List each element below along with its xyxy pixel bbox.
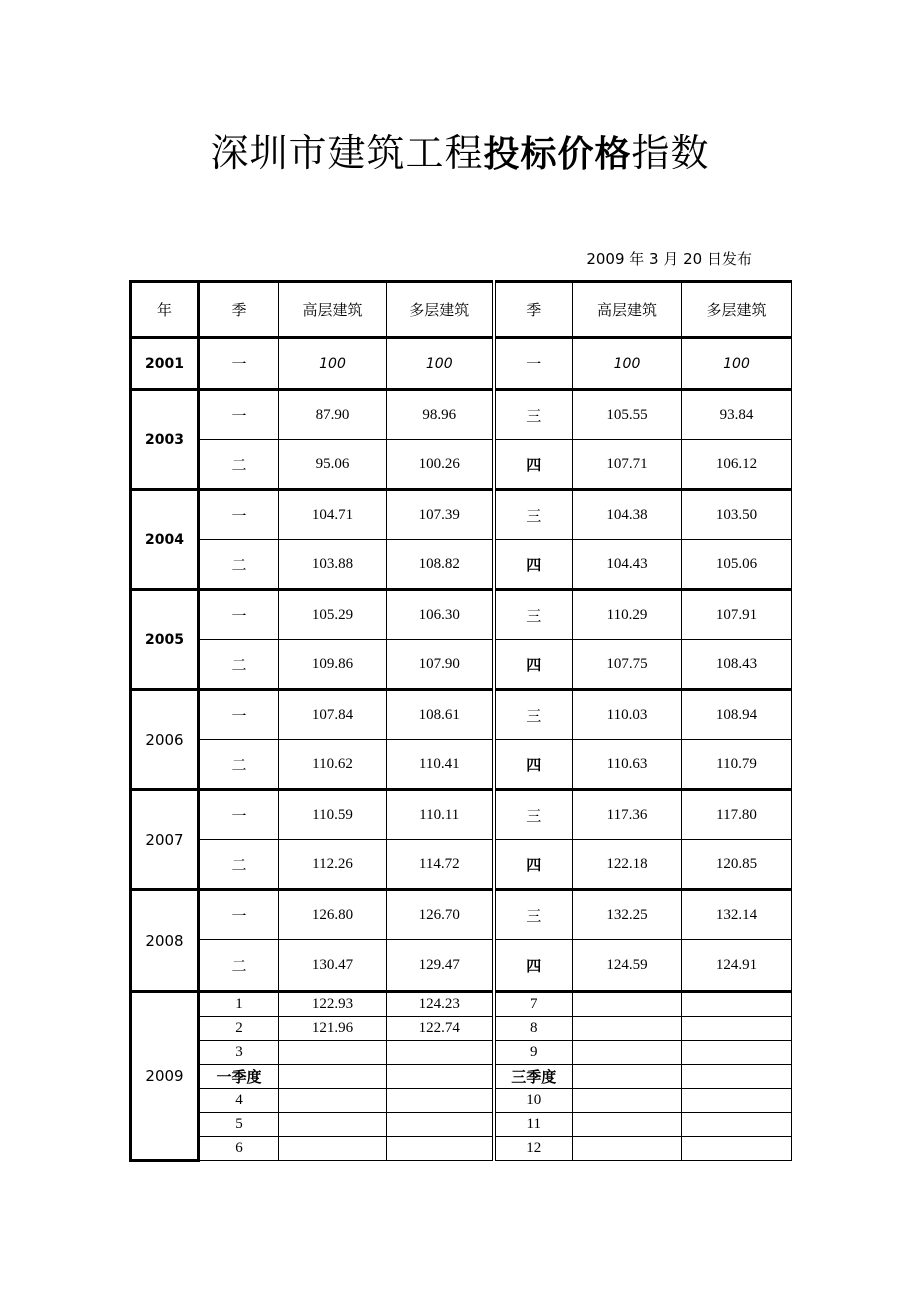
multi-story-value-2: 108.43 xyxy=(682,640,792,690)
header-multi-story: 多层建筑 xyxy=(387,282,494,338)
season-cell: 一 xyxy=(199,790,279,840)
season-cell: 二 xyxy=(199,840,279,890)
header-season: 季 xyxy=(199,282,279,338)
season-cell-2: 四 xyxy=(494,540,573,590)
multi-story-value-2: 106.12 xyxy=(682,440,792,490)
multi-story-value xyxy=(387,1089,494,1113)
year-cell: 2009 xyxy=(131,992,199,1161)
high-rise-value-2: 105.55 xyxy=(573,390,682,440)
table-row xyxy=(131,440,792,490)
high-rise-value-2: 117.36 xyxy=(573,790,682,840)
high-rise-value-2: 122.18 xyxy=(573,840,682,890)
multi-story-value-2: 93.84 xyxy=(682,390,792,440)
high-rise-value: 112.26 xyxy=(279,840,387,890)
high-rise-value-2 xyxy=(573,1017,682,1041)
high-rise-value-2: 107.75 xyxy=(573,640,682,690)
high-rise-value: 103.88 xyxy=(279,540,387,590)
season-cell-2: 三 xyxy=(494,690,573,740)
season-cell: 二 xyxy=(199,740,279,790)
high-rise-value: 95.06 xyxy=(279,440,387,490)
year-cell: 2001 xyxy=(131,338,199,390)
table-row xyxy=(131,790,792,840)
multi-story-value-2 xyxy=(682,1137,792,1161)
multi-story-value: 107.39 xyxy=(387,490,494,540)
high-rise-value: 87.90 xyxy=(279,390,387,440)
publish-date: 2009 年 3 月 20 日发布 xyxy=(586,250,752,268)
table-row xyxy=(131,590,792,640)
multi-story-value xyxy=(387,1113,494,1137)
multi-story-value-2: 100 xyxy=(682,338,792,390)
month-cell-2: 11 xyxy=(494,1113,573,1137)
season-cell: 一 xyxy=(199,690,279,740)
table-row xyxy=(131,490,792,540)
high-rise-value-2: 104.43 xyxy=(573,540,682,590)
high-rise-value xyxy=(279,1065,387,1089)
header-multi-story-2: 多层建筑 xyxy=(682,282,792,338)
high-rise-value-2: 107.71 xyxy=(573,440,682,490)
year-cell: 2008 xyxy=(131,890,199,992)
header-year: 年 xyxy=(131,282,199,338)
season-cell-2: 一 xyxy=(494,338,573,390)
multi-story-value-2: 108.94 xyxy=(682,690,792,740)
multi-story-value: 110.41 xyxy=(387,740,494,790)
multi-story-value-2 xyxy=(682,1017,792,1041)
table-row xyxy=(131,740,792,790)
month-row xyxy=(131,1113,792,1137)
high-rise-value-2 xyxy=(573,1089,682,1113)
multi-story-value xyxy=(387,1041,494,1065)
high-rise-value xyxy=(279,1113,387,1137)
season-cell: 一 xyxy=(199,338,279,390)
multi-story-value: 108.61 xyxy=(387,690,494,740)
high-rise-value-2: 132.25 xyxy=(573,890,682,940)
multi-story-value-2: 117.80 xyxy=(682,790,792,840)
multi-story-value: 100 xyxy=(387,338,494,390)
title-part-2: 投标价格 xyxy=(483,134,632,175)
multi-story-value: 110.11 xyxy=(387,790,494,840)
high-rise-value: 104.71 xyxy=(279,490,387,540)
month-cell: 5 xyxy=(199,1113,279,1137)
season-cell-2: 四 xyxy=(494,740,573,790)
high-rise-value: 121.96 xyxy=(279,1017,387,1041)
multi-story-value: 122.74 xyxy=(387,1017,494,1041)
multi-story-value-2 xyxy=(682,1089,792,1113)
high-rise-value xyxy=(279,1041,387,1065)
high-rise-value-2 xyxy=(573,1113,682,1137)
month-cell: 4 xyxy=(199,1089,279,1113)
high-rise-value-2: 100 xyxy=(573,338,682,390)
month-row xyxy=(131,1017,792,1041)
table-row xyxy=(131,840,792,890)
month-cell-2: 8 xyxy=(494,1017,573,1041)
high-rise-value-2 xyxy=(573,992,682,1017)
multi-story-value: 129.47 xyxy=(387,940,494,992)
multi-story-value-2: 132.14 xyxy=(682,890,792,940)
multi-story-value: 108.82 xyxy=(387,540,494,590)
high-rise-value: 110.59 xyxy=(279,790,387,840)
high-rise-value: 126.80 xyxy=(279,890,387,940)
month-cell: 2 xyxy=(199,1017,279,1041)
season-cell: 一 xyxy=(199,490,279,540)
high-rise-value: 100 xyxy=(279,338,387,390)
multi-story-value-2 xyxy=(682,1041,792,1065)
multi-story-value: 126.70 xyxy=(387,890,494,940)
high-rise-value xyxy=(279,1089,387,1113)
month-cell-2: 12 xyxy=(494,1137,573,1161)
year-cell: 2007 xyxy=(131,790,199,890)
month-cell-2: 7 xyxy=(494,992,573,1017)
multi-story-value-2 xyxy=(682,1065,792,1089)
season-cell-2: 三 xyxy=(494,590,573,640)
multi-story-value-2: 124.91 xyxy=(682,940,792,992)
quarter-label: 一季度 xyxy=(199,1065,279,1089)
table-row xyxy=(131,390,792,440)
table-row xyxy=(131,940,792,992)
year-cell: 2005 xyxy=(131,590,199,690)
year-cell: 2003 xyxy=(131,390,199,490)
table-row xyxy=(131,890,792,940)
table-row xyxy=(131,690,792,740)
year-cell: 2004 xyxy=(131,490,199,590)
season-cell-2: 四 xyxy=(494,640,573,690)
header-row xyxy=(131,282,792,338)
season-cell-2: 四 xyxy=(494,940,573,992)
title-part-3: 指数 xyxy=(631,131,710,175)
header-high-rise-2: 高层建筑 xyxy=(573,282,682,338)
high-rise-value: 110.62 xyxy=(279,740,387,790)
multi-story-value-2 xyxy=(682,1113,792,1137)
multi-story-value: 124.23 xyxy=(387,992,494,1017)
table-row xyxy=(131,540,792,590)
multi-story-value-2: 105.06 xyxy=(682,540,792,590)
month-cell: 6 xyxy=(199,1137,279,1161)
table-row xyxy=(131,640,792,690)
season-cell: 一 xyxy=(199,890,279,940)
season-cell: 二 xyxy=(199,540,279,590)
month-row xyxy=(131,992,792,1017)
multi-story-value: 100.26 xyxy=(387,440,494,490)
multi-story-value: 106.30 xyxy=(387,590,494,640)
price-index-table xyxy=(129,280,792,1162)
season-cell: 二 xyxy=(199,440,279,490)
page-title xyxy=(0,122,920,177)
high-rise-value: 105.29 xyxy=(279,590,387,640)
quarter-row xyxy=(131,1065,792,1089)
base-row xyxy=(131,338,792,390)
multi-story-value-2: 120.85 xyxy=(682,840,792,890)
quarter-label-2: 三季度 xyxy=(494,1065,573,1089)
multi-story-value: 114.72 xyxy=(387,840,494,890)
high-rise-value: 122.93 xyxy=(279,992,387,1017)
high-rise-value: 107.84 xyxy=(279,690,387,740)
month-row xyxy=(131,1089,792,1113)
season-cell-2: 四 xyxy=(494,440,573,490)
season-cell-2: 三 xyxy=(494,490,573,540)
high-rise-value-2 xyxy=(573,1065,682,1089)
high-rise-value-2: 110.03 xyxy=(573,690,682,740)
season-cell: 二 xyxy=(199,640,279,690)
multi-story-value xyxy=(387,1137,494,1161)
header-high-rise: 高层建筑 xyxy=(279,282,387,338)
multi-story-value-2: 110.79 xyxy=(682,740,792,790)
header-season-2: 季 xyxy=(494,282,573,338)
season-cell: 二 xyxy=(199,940,279,992)
year-cell: 2006 xyxy=(131,690,199,790)
season-cell-2: 四 xyxy=(494,840,573,890)
season-cell-2: 三 xyxy=(494,790,573,840)
high-rise-value: 109.86 xyxy=(279,640,387,690)
multi-story-value-2: 103.50 xyxy=(682,490,792,540)
multi-story-value: 107.90 xyxy=(387,640,494,690)
high-rise-value: 130.47 xyxy=(279,940,387,992)
multi-story-value-2 xyxy=(682,992,792,1017)
season-cell: 一 xyxy=(199,590,279,640)
high-rise-value-2 xyxy=(573,1041,682,1065)
month-cell-2: 9 xyxy=(494,1041,573,1065)
high-rise-value-2: 124.59 xyxy=(573,940,682,992)
month-cell: 3 xyxy=(199,1041,279,1065)
multi-story-value-2: 107.91 xyxy=(682,590,792,640)
title-part-1: 深圳市建筑工程 xyxy=(210,131,484,175)
high-rise-value-2: 110.29 xyxy=(573,590,682,640)
month-row xyxy=(131,1041,792,1065)
month-cell-2: 10 xyxy=(494,1089,573,1113)
season-cell: 一 xyxy=(199,390,279,440)
month-cell: 1 xyxy=(199,992,279,1017)
high-rise-value-2 xyxy=(573,1137,682,1161)
month-row xyxy=(131,1137,792,1161)
multi-story-value xyxy=(387,1065,494,1089)
high-rise-value-2: 104.38 xyxy=(573,490,682,540)
season-cell-2: 三 xyxy=(494,390,573,440)
high-rise-value xyxy=(279,1137,387,1161)
high-rise-value-2: 110.63 xyxy=(573,740,682,790)
season-cell-2: 三 xyxy=(494,890,573,940)
multi-story-value: 98.96 xyxy=(387,390,494,440)
